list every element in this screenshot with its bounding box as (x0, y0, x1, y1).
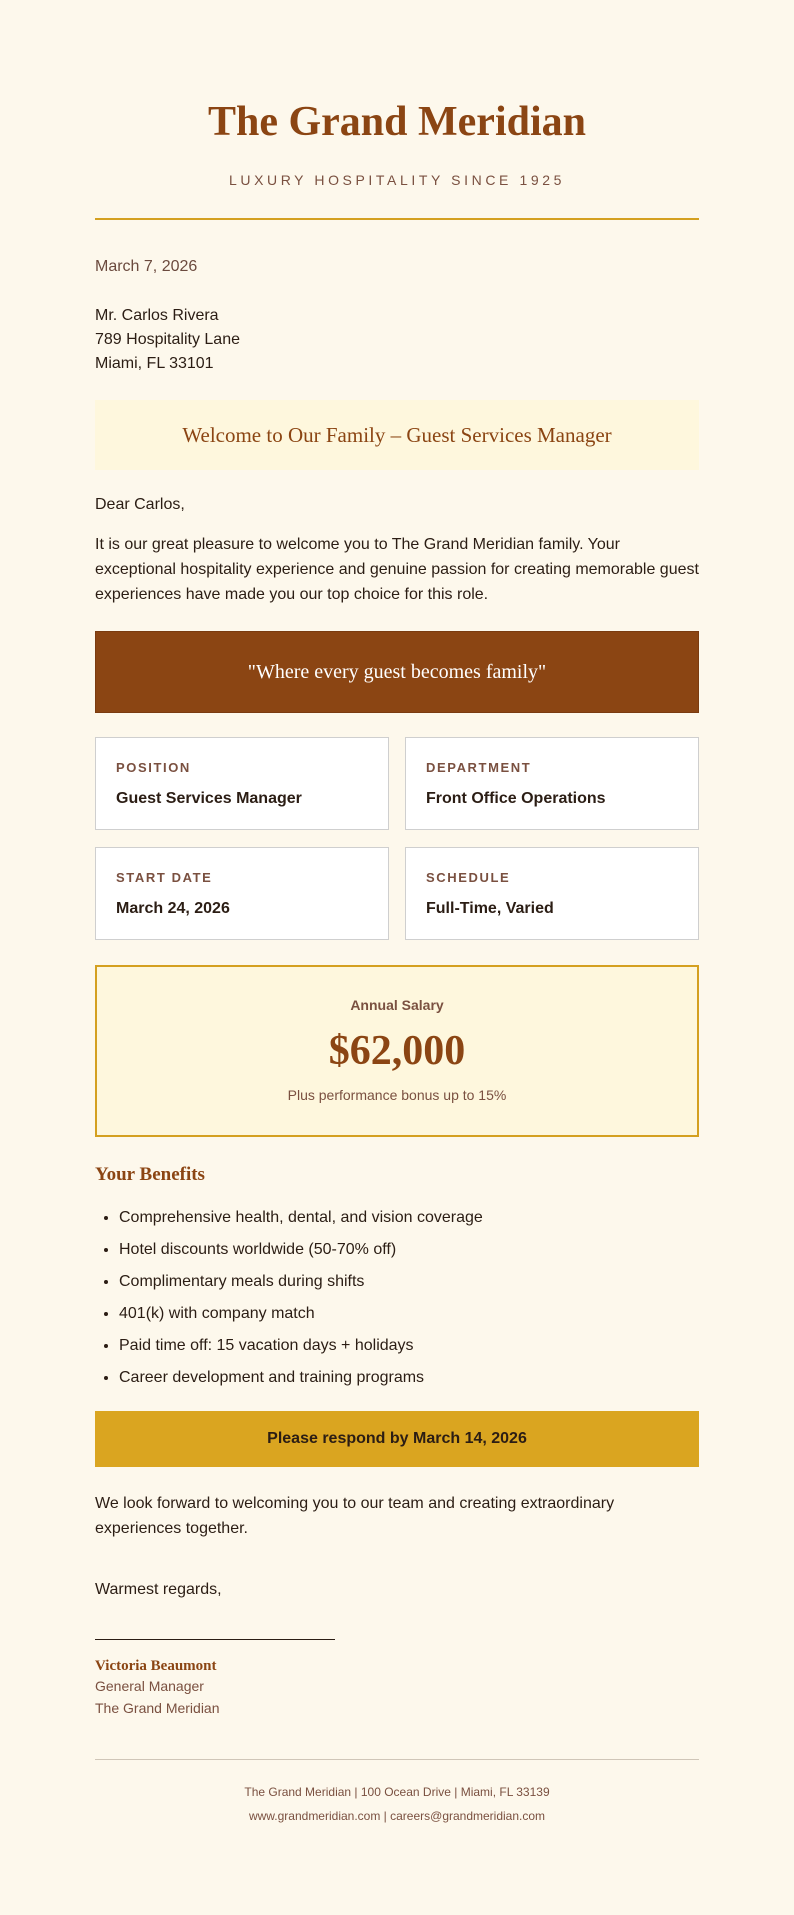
detail-label: START DATE (116, 870, 213, 885)
welcome-banner (95, 400, 699, 470)
motto-quote: "Where every guest becomes family" (247, 660, 547, 683)
footer-address: The Grand Meridian | 100 Ocean Drive | Miami, FL 33139 (244, 1785, 550, 1799)
detail-label: POSITION (116, 760, 191, 775)
benefit-item: • Comprehensive health, dental, and vision coverage (119, 1208, 699, 1228)
benefit-item: • Paid time off: 15 vacation days + holidays (119, 1336, 699, 1356)
offer-letter (95, 0, 699, 1828)
benefit-item: • Career development and training programs (119, 1368, 699, 1388)
hotel-tagline: LUXURY HOSPITALITY SINCE 1925 (228, 172, 565, 188)
detail-value: Guest Services Manager (116, 790, 302, 807)
benefit-item: • Hotel discounts worldwide (50-70% off) (119, 1240, 699, 1260)
detail-card-department (405, 737, 699, 830)
benefits-heading: Your Benefits (95, 1164, 205, 1185)
closing-paragraph: We look forward to welcoming you to our team and creating extraordinary experiences together. (95, 1495, 615, 1537)
salutation: Dear Carlos, (95, 496, 185, 513)
footer (95, 1780, 699, 1828)
detail-label: DEPARTMENT (426, 760, 532, 775)
detail-label: SCHEDULE (426, 870, 511, 885)
footer-divider (95, 1759, 699, 1760)
signature-line (95, 1639, 335, 1640)
benefit-item: • Complimentary meals during shifts (119, 1272, 699, 1292)
letter-date: March 7, 2026 (95, 258, 198, 275)
signer-name: Victoria Beaumont (95, 1658, 217, 1674)
respond-deadline: Please respond by March 14, 2026 (267, 1430, 527, 1447)
intro-paragraph: It is our great pleasure to welcome you to The Grand Meridian family. Your exceptional hospitality experience and genuine passion for creating memorable guest experiences have made you our top choice for this role. (95, 536, 699, 603)
benefit-item: • 401(k) with company match (119, 1304, 699, 1324)
detail-card-position (95, 737, 389, 830)
salary-panel (95, 965, 699, 1137)
header-divider (95, 218, 699, 220)
recipient-street: 789 Hospitality Lane (95, 331, 240, 348)
benefits-list (95, 1208, 699, 1388)
recipient-name: Mr. Carlos Rivera (95, 307, 219, 324)
recipient-address (95, 304, 699, 376)
welcome-title: Welcome to Our Family – Guest Services Manager (182, 422, 612, 447)
hotel-brand-title: The Grand Meridian (207, 99, 587, 145)
sign-off: Warmest regards, (95, 1581, 222, 1598)
salary-label: Annual Salary (350, 997, 444, 1013)
detail-value: Full-Time, Varied (426, 900, 554, 917)
detail-value: Front Office Operations (426, 790, 606, 807)
signer-title: General Manager (95, 1678, 204, 1694)
signer-company: The Grand Meridian (95, 1700, 220, 1716)
detail-value: March 24, 2026 (116, 900, 230, 917)
footer-contact: www.grandmeridian.com | careers@grandmeridian.com (248, 1809, 546, 1823)
detail-card-start-date (95, 847, 389, 940)
salary-note: Plus performance bonus up to 15% (287, 1087, 507, 1103)
recipient-city: Miami, FL 33101 (95, 355, 214, 372)
respond-deadline-banner (95, 1411, 699, 1467)
offer-details-grid (95, 737, 699, 940)
salary-amount: $62,000 (328, 1028, 466, 1074)
motto-banner (95, 631, 699, 713)
detail-card-schedule (405, 847, 699, 940)
